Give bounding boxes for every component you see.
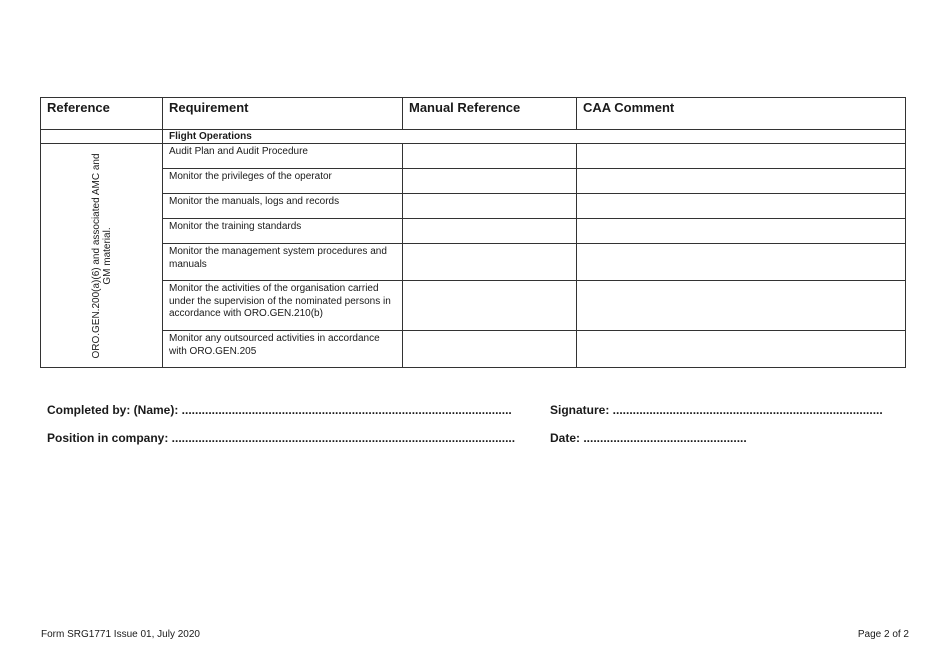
table-row [41,144,906,169]
caa-comment-cell[interactable] [577,331,906,368]
form-id: Form SRG1771 Issue 01, July 2020 [41,629,200,640]
signature-field[interactable]: Signature: ................................................................................. [550,403,883,417]
manual-reference-cell[interactable] [403,331,577,368]
reference-text: ORO.GEN.200(a)(6) and associated AMC and GM material. [90,152,113,359]
caa-comment-cell[interactable] [577,219,906,244]
requirement-cell: Audit Plan and Audit Procedure [163,144,403,169]
section-row [41,130,906,144]
section-title: Flight Operations [163,130,906,144]
header-caa-comment: CAA Comment [577,98,906,130]
header-manual-reference: Manual Reference [403,98,577,130]
caa-comment-cell[interactable] [577,144,906,169]
table-row [41,281,906,331]
section-blank-cell [41,130,163,144]
caa-comment-cell[interactable] [577,281,906,331]
table-row [41,194,906,219]
caa-comment-cell[interactable] [577,244,906,281]
table-row [41,331,906,368]
manual-reference-cell[interactable] [403,144,577,169]
header-requirement: Requirement [163,98,403,130]
requirement-cell: Monitor the management system procedures and manuals [163,244,403,281]
manual-reference-cell[interactable] [403,219,577,244]
requirement-cell: Monitor the manuals, logs and records [163,194,403,219]
header-row [41,98,906,130]
caa-comment-cell[interactable] [577,169,906,194]
page-number: Page 2 of 2 [857,629,909,640]
date-field[interactable]: Date: ................................................. [550,431,747,445]
requirement-cell: Monitor the activities of the organisation carried under the supervision of the nominated persons in accordance with ORO.GEN.210(b) [163,281,403,331]
position-field[interactable]: Position in company: ....................................................................................................... [47,431,516,445]
table-row [41,219,906,244]
completed-by-field[interactable]: Completed by: (Name): ................................................................................................... [47,403,512,417]
requirement-cell: Monitor the training standards [163,219,403,244]
manual-reference-cell[interactable] [403,194,577,219]
manual-reference-cell[interactable] [403,281,577,331]
table-row [41,169,906,194]
manual-reference-cell[interactable] [403,244,577,281]
audit-checklist-table [40,97,906,368]
requirement-cell: Monitor any outsourced activities in accordance with ORO.GEN.205 [163,331,403,368]
manual-reference-cell[interactable] [403,169,577,194]
requirement-cell: Monitor the privileges of the operator [163,169,403,194]
table-row [41,244,906,281]
reference-cell [41,144,163,368]
caa-comment-cell[interactable] [577,194,906,219]
header-reference: Reference [41,98,163,130]
